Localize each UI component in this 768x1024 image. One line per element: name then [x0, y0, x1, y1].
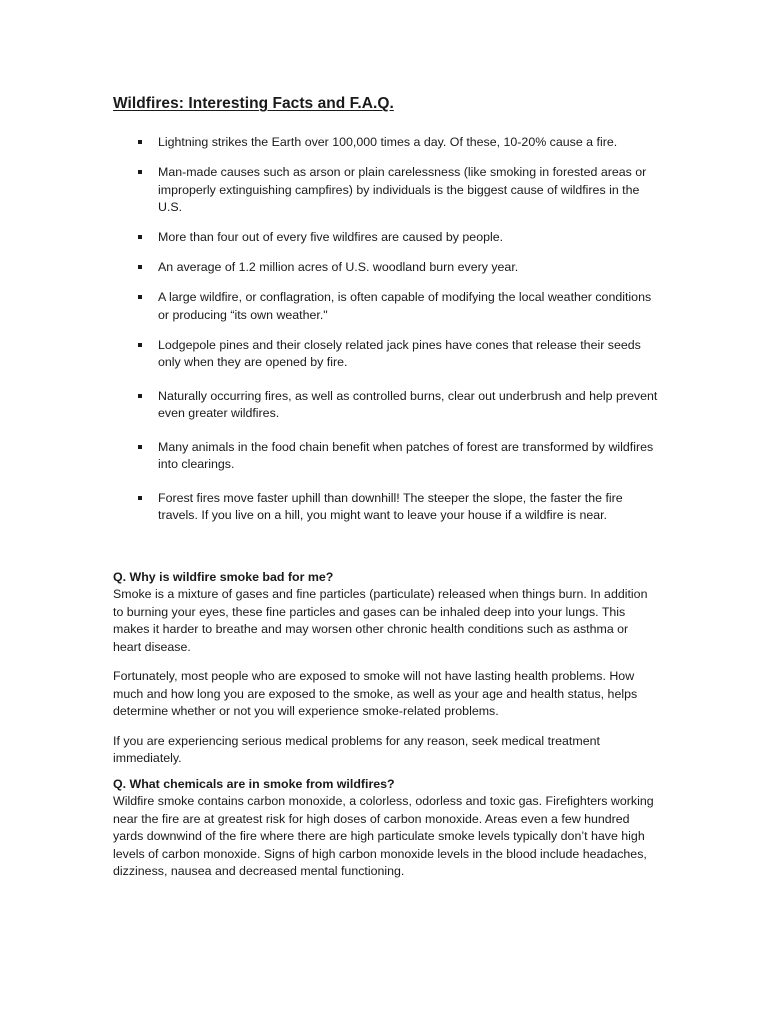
square-bullet-icon: [138, 445, 142, 449]
square-bullet-icon: [138, 170, 142, 174]
fact-item: [113, 388, 658, 423]
faq-answer-paragraph: If you are experiencing serious medical problems for any reason, seek medical treatment immediately.: [113, 733, 600, 765]
square-bullet-icon: [138, 235, 142, 239]
fact-item: [113, 439, 658, 474]
fact-text: Forest fires move faster uphill than downhill! The steeper the slope, the faster the fire travels. If you live on a hill, you might want to leave your house if a wildfire is near.: [158, 490, 623, 522]
square-bullet-icon: [138, 394, 142, 398]
faq-answer-paragraph: Smoke is a mixture of gases and fine particles (particulate) released when things burn. In addition to burning your eyes, these fine particles and gases can be inhaled deep into your lungs. This makes it harder to breathe and may worsen other chronic health conditions such as asthma or heart disease.: [113, 587, 648, 654]
square-bullet-icon: [138, 140, 142, 144]
faq-question: Q. Why is wildfire smoke bad for me?: [113, 569, 334, 584]
fact-text: Naturally occurring fires, as well as controlled burns, clear out underbrush and help prevent even greater wildfires.: [158, 388, 658, 420]
faq-answer-paragraph: Fortunately, most people who are exposed to smoke will not have lasting health problems. How much and how long you are exposed to the smoke, as well as your age and health status, helps determine whether or not you will experience smoke-related problems.: [113, 669, 638, 718]
fact-item: [113, 134, 658, 152]
fact-text: Lightning strikes the Earth over 100,000 times a day. Of these, 10-20% cause a fire.: [158, 135, 618, 149]
fact-item: [113, 490, 658, 525]
faq-answer-paragraph: Wildfire smoke contains carbon monoxide, a colorless, odorless and toxic gas. Firefighters working near the fire are at greatest risk for high doses of carbon monoxide. Areas even a few hundred yards downwind of the fire where there are high particulate smoke levels typically don’t have high levels of carbon monoxide. Signs of high carbon monoxide levels in the blood include headaches, dizziness, nausea and decreased mental functioning.: [113, 794, 654, 878]
fact-item: [113, 289, 658, 324]
document-title: Wildfires: Interesting Facts and F.A.Q.: [113, 95, 394, 112]
fact-item: [113, 259, 658, 277]
fact-item: [113, 229, 658, 247]
fact-text: Many animals in the food chain benefit when patches of forest are transformed by wildfires into clearings.: [158, 439, 654, 471]
square-bullet-icon: [138, 295, 142, 299]
fact-item: [113, 337, 658, 372]
fact-text: Man-made causes such as arson or plain carelessness (like smoking in forested areas or improperly extinguishing campfires) by individuals is the biggest cause of wildfires in the U.S.: [158, 165, 647, 214]
facts-list: [113, 134, 658, 525]
fact-item: [113, 164, 658, 217]
fact-text: An average of 1.2 million acres of U.S. woodland burn every year.: [158, 260, 519, 274]
square-bullet-icon: [138, 265, 142, 269]
document-body: [113, 94, 658, 893]
fact-text: A large wildfire, or conflagration, is often capable of modifying the local weather conditions or producing “its own weather.": [158, 290, 652, 322]
fact-text: More than four out of every five wildfires are caused by people.: [158, 230, 504, 244]
fact-text: Lodgepole pines and their closely related jack pines have cones that release their seeds only when they are opened by fire.: [158, 337, 641, 369]
square-bullet-icon: [138, 496, 142, 500]
faq-question: Q. What chemicals are in smoke from wildfires?: [113, 776, 395, 791]
faq-section: [113, 569, 658, 881]
square-bullet-icon: [138, 343, 142, 347]
